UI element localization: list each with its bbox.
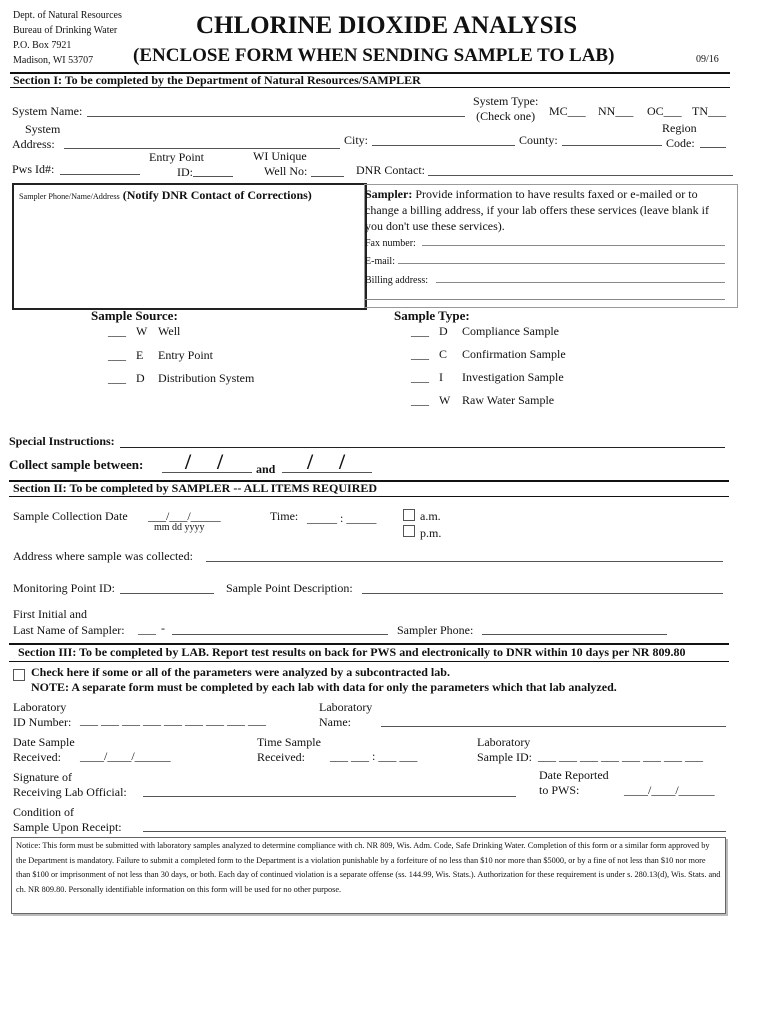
legal-notice-box: [11, 837, 726, 914]
system-name-label: System Name:: [12, 104, 83, 118]
lab-id-field[interactable]: ___ ___ ___ ___ ___ ___ ___ ___ ___: [80, 713, 266, 727]
sample-point-desc-field[interactable]: [362, 593, 723, 594]
date-reported-label-2: to PWS:: [539, 783, 580, 797]
special-instructions-label: Special Instructions:: [9, 434, 115, 448]
monitoring-point-label: Monitoring Point ID:: [13, 581, 116, 595]
date-reported-field[interactable]: ____/____/______: [624, 783, 715, 797]
last-name-field[interactable]: [172, 634, 388, 635]
lab-name-label: Laboratory: [319, 700, 373, 714]
system-type-nn[interactable]: NN___: [598, 104, 634, 118]
type-label: Confirmation Sample: [462, 347, 566, 361]
source-blank[interactable]: ___: [108, 371, 126, 385]
lab-name-field[interactable]: [381, 726, 726, 727]
collect-start-date-field[interactable]: [162, 472, 252, 473]
type-blank[interactable]: ___: [411, 370, 429, 384]
type-code: W: [439, 393, 451, 407]
billing-address-label: Billing address:: [365, 275, 429, 286]
system-type-tn[interactable]: TN___: [692, 104, 726, 118]
and-label: and: [256, 462, 276, 476]
pm-label: p.m.: [420, 526, 442, 540]
collection-date-field[interactable]: ___/___/_____: [148, 509, 221, 523]
time-label: Time:: [270, 509, 299, 523]
pws-id-label: Pws Id#:: [12, 162, 55, 176]
date-slash: /: [185, 449, 192, 474]
system-type-hint: (Check one): [476, 109, 536, 123]
source-code: D: [136, 371, 145, 385]
well-no-field[interactable]: [311, 176, 344, 177]
system-address-label: System: [25, 122, 61, 136]
billing-address-field-2[interactable]: [365, 299, 725, 300]
date-slash: /: [339, 449, 346, 474]
notify-dnr-label: (Notify DNR Contact of Corrections): [122, 188, 312, 202]
county-label: County:: [519, 133, 558, 147]
source-code: W: [136, 324, 148, 338]
signature-label-2: Receiving Lab Official:: [13, 785, 127, 799]
lab-id-label: Laboratory: [13, 700, 67, 714]
region-code-label-2: Code:: [666, 136, 695, 150]
condition-label-2: Sample Upon Receipt:: [13, 820, 122, 834]
agency-name: Dept. of Natural Resources: [13, 10, 122, 21]
sample-source-label: Sample Source:: [91, 308, 178, 323]
source-label: Well: [158, 324, 181, 338]
type-blank[interactable]: ___: [411, 347, 429, 361]
system-name-field[interactable]: [87, 116, 465, 117]
am-label: a.m.: [420, 509, 441, 523]
form-subtitle: (ENCLOSE FORM WHEN SENDING SAMPLE TO LAB): [133, 45, 615, 66]
name-dash: -: [161, 621, 165, 635]
date-format-hint: mm dd yyyy: [154, 522, 205, 533]
county-field[interactable]: [562, 145, 662, 146]
first-initial-label: First Initial and: [13, 607, 87, 621]
source-blank[interactable]: ___: [108, 348, 126, 362]
dnr-contact-field[interactable]: [428, 175, 733, 176]
system-address-label-2: Address:: [12, 137, 55, 151]
fax-number-label: Fax number:: [365, 238, 416, 249]
type-label: Raw Water Sample: [462, 393, 555, 407]
sampler-instructions-1: Provide information to have results faxed or e-mailed or to: [412, 187, 698, 201]
date-slash: /: [217, 449, 224, 474]
agency-city: Madison, WI 53707: [13, 55, 94, 66]
time-received-label-2: Received:: [257, 750, 305, 764]
time-field[interactable]: _____ : _____: [307, 511, 377, 525]
agency-bureau: Bureau of Drinking Water: [13, 25, 118, 36]
collection-date-label: Sample Collection Date: [13, 509, 128, 523]
type-code: D: [439, 324, 448, 338]
sampler-instructions-3: you don't use these services).: [365, 219, 505, 233]
lab-name-label-2: Name:: [319, 715, 351, 729]
condition-label: Condition of: [13, 805, 75, 819]
subcontracted-lab-checkbox[interactable]: [13, 669, 25, 681]
city-label: City:: [344, 133, 369, 147]
lab-sample-id-label-2: Sample ID:: [477, 750, 532, 764]
am-checkbox[interactable]: [403, 509, 415, 521]
date-received-label-2: Received:: [13, 750, 61, 764]
signature-field[interactable]: [143, 796, 516, 797]
wi-unique-label: WI Unique: [253, 149, 307, 163]
last-name-label: Last Name of Sampler:: [13, 623, 125, 637]
region-code-field[interactable]: [700, 147, 726, 148]
email-field[interactable]: [398, 263, 725, 264]
collect-end-date-field[interactable]: [282, 472, 372, 473]
time-received-label: Time Sample: [257, 735, 321, 749]
lab-id-label-2: ID Number:: [13, 715, 72, 729]
legal-notice-text: Notice: This form must be submitted with laboratory samples analyzed to determine compliance with ch. NR 809, Wis. Adm. Code, Safe Drinking Water. Completion of this form or a similar form approved by the Department is mandatory. Failure to submit a completed form to the Department is a violation punishable by a forfeiture of no less than $10 nor more than $5000, or by a fine of not less than $10 nor more than $100 or imprisonment of not less than 30 days, or both. Each day of continued violation is a separate offense (ss. 144.99, Wis. Stats.). Authorization for these requirement is under s. 280.13(d), Wis. Stats. and ch. NR 809.80. Personally identifiable information on this form will be used for no other purpose.: [16, 841, 721, 894]
type-code: I: [439, 370, 443, 384]
source-code: E: [136, 348, 144, 362]
subcontract-note: NOTE: A separate form must be completed by each lab with data for only the parameters which that lab analyzed.: [31, 680, 617, 694]
type-label: Compliance Sample: [462, 324, 559, 338]
lab-sample-id-label: Laboratory: [477, 735, 531, 749]
system-type-oc[interactable]: OC___: [647, 104, 682, 118]
condition-field[interactable]: [143, 831, 726, 832]
first-initial-field[interactable]: ___: [138, 622, 156, 636]
sampler-phone-label: Sampler Phone:: [397, 623, 474, 637]
billing-address-field[interactable]: [436, 282, 725, 283]
form-title: CHLORINE DIOXIDE ANALYSIS: [196, 12, 578, 39]
type-blank[interactable]: ___: [411, 324, 429, 338]
region-code-label: Region: [662, 121, 697, 135]
form-revision-date: 09/16: [696, 54, 719, 65]
date-received-field[interactable]: ____/____/______: [80, 749, 171, 763]
agency-po-box: P.O. Box 7921: [13, 40, 72, 51]
pm-checkbox[interactable]: [403, 525, 415, 537]
type-label: Investigation Sample: [462, 370, 564, 384]
signature-label: Signature of: [13, 770, 72, 784]
special-instructions-field[interactable]: [120, 447, 725, 448]
section2-heading: Section II: To be completed by SAMPLER -- ALL ITEMS REQUIRED: [13, 481, 378, 495]
entry-point-label: Entry Point: [149, 150, 205, 164]
sampler-bold-label: Sampler:: [365, 187, 413, 201]
source-label: Distribution System: [158, 371, 255, 385]
sampler-phone-field[interactable]: [482, 634, 667, 635]
time-received-field[interactable]: ___ ___ : ___ ___: [330, 749, 418, 763]
entry-point-id-label: ID:: [177, 165, 193, 179]
date-slash: /: [307, 449, 314, 474]
sampler-instructions-2: change a billing address, if your lab offers these services (leave blank if: [365, 203, 709, 217]
monitoring-point-field[interactable]: [120, 593, 214, 594]
section1-heading: Section I: To be completed by the Department of Natural Resources/SAMPLER: [13, 73, 421, 87]
well-no-label: Well No:: [264, 164, 308, 178]
fax-number-field[interactable]: [422, 245, 725, 246]
sample-point-desc-label: Sample Point Description:: [226, 581, 353, 595]
pws-id-field[interactable]: [60, 174, 140, 175]
collect-between-label: Collect sample between:: [9, 457, 144, 472]
sampler-phone-name-address-label: Sampler Phone/Name/Address: [19, 192, 120, 201]
source-blank[interactable]: ___: [108, 324, 126, 338]
dnr-contact-label: DNR Contact:: [356, 163, 425, 177]
entry-point-id-field[interactable]: [193, 176, 233, 177]
lab-sample-id-field[interactable]: ___ ___ ___ ___ ___ ___ ___ ___: [538, 749, 703, 763]
email-label: E-mail:: [365, 256, 395, 267]
type-blank[interactable]: ___: [411, 393, 429, 407]
section3-heading: Section III: To be completed by LAB. Report test results on back for PWS and electronically to DNR within 10 days per NR 809.80: [18, 645, 686, 659]
system-type-mc[interactable]: MC___: [549, 104, 586, 118]
date-reported-label: Date Reported: [539, 768, 609, 782]
system-type-label: System Type:: [473, 94, 539, 108]
address-collected-field[interactable]: [206, 561, 723, 562]
type-code: C: [439, 347, 448, 361]
date-received-label: Date Sample: [13, 735, 75, 749]
sample-type-label: Sample Type:: [394, 308, 470, 323]
subcontracted-lab-label: Check here if some or all of the parameters were analyzed by a subcontracted lab.: [31, 665, 450, 679]
city-field[interactable]: [372, 145, 515, 146]
source-label: Entry Point: [158, 348, 214, 362]
address-collected-label: Address where sample was collected:: [13, 549, 193, 563]
